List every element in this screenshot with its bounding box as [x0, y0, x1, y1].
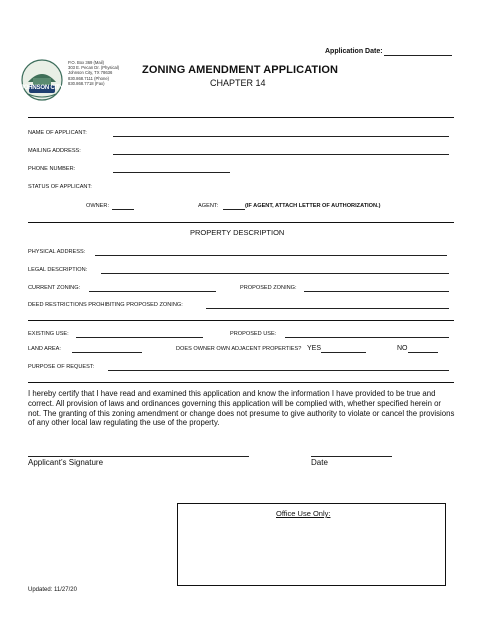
- deed-restrictions-label: DEED RESTRICTIONS PROHIBITING PROPOSED ZONING:: [28, 302, 183, 308]
- proposed-zoning-label: PROPOSED ZONING:: [240, 285, 297, 291]
- proposed-zoning-field[interactable]: [304, 291, 449, 292]
- logo-text: JOHNSON CITY: [20, 85, 64, 91]
- application-date: [325, 48, 383, 55]
- proposed-use-field[interactable]: [285, 337, 449, 338]
- city-seal-logo: [20, 58, 64, 102]
- no-field[interactable]: [408, 352, 438, 353]
- legal-description-label: LEGAL DESCRIPTION:: [28, 267, 88, 273]
- contact-line: 303 E. Pecan Dr. (Physical): [68, 65, 120, 71]
- adjacent-properties-label: DOES OWNER OWN ADJACENT PROPERTIES?: [176, 346, 302, 352]
- office-use-box: [177, 503, 446, 586]
- application-date-label: Application Date:: [325, 48, 383, 55]
- name-of-applicant-field[interactable]: [113, 136, 449, 137]
- certification-text: I hereby certify that I have read and examined this application and know the information I have provided to be true and correct. All provision of laws and ordinances governing this application will be complied with, whether specified herein or not. The granting of this zoning amendment or change does not presume to give authority to violate or cancel the provisions of any other local law regulating the use of the property.: [28, 389, 455, 428]
- agent-field[interactable]: [223, 209, 245, 210]
- purpose-of-request-label: PURPOSE OF REQUEST:: [28, 364, 95, 370]
- current-zoning-field[interactable]: [89, 291, 216, 292]
- land-area-label: LAND AREA:: [28, 346, 61, 352]
- contact-line: P.O. Box 369 (Mail): [68, 60, 104, 65]
- phone-number-label: PHONE NUMBER:: [28, 166, 76, 172]
- owner-label: OWNER:: [86, 203, 109, 209]
- phone-number-field[interactable]: [113, 172, 230, 173]
- form-subtitle: CHAPTER 14: [210, 78, 266, 88]
- no-label: NO: [397, 345, 408, 352]
- agent-label: AGENT:: [198, 203, 219, 209]
- contact-line: 830.868.7718 (Fax): [68, 80, 105, 86]
- yes-field[interactable]: [321, 352, 366, 353]
- proposed-use-label: PROPOSED USE:: [230, 331, 277, 337]
- mailing-address-field[interactable]: [113, 154, 449, 155]
- physical-address-field[interactable]: [95, 255, 447, 256]
- contact-block: [68, 60, 138, 86]
- date-label: Date: [311, 458, 328, 467]
- form-title: ZONING AMENDMENT APPLICATION: [142, 64, 339, 76]
- existing-use-label: EXISTING USE:: [28, 331, 69, 337]
- name-of-applicant-label: NAME OF APPLICANT:: [28, 130, 87, 136]
- status-of-applicant-label: STATUS OF APPLICANT:: [28, 184, 92, 190]
- current-zoning-label: CURRENT ZONING:: [28, 285, 81, 291]
- legal-description-field[interactable]: [101, 273, 449, 274]
- applicant-signature-label: Applicant’s Signature: [28, 458, 104, 467]
- divider: [28, 222, 454, 223]
- divider: [28, 117, 454, 118]
- existing-use-field[interactable]: [76, 337, 203, 338]
- land-area-field[interactable]: [72, 352, 142, 353]
- applicant-signature-field[interactable]: [28, 456, 249, 457]
- divider: [28, 320, 454, 321]
- contact-line: 830.868.7111 (Phone): [68, 75, 110, 81]
- owner-field[interactable]: [112, 209, 134, 210]
- deed-restrictions-field[interactable]: [206, 308, 449, 309]
- property-description-heading: PROPERTY DESCRIPTION: [190, 228, 285, 237]
- mailing-address-label: MAILING ADDRESS:: [28, 148, 81, 154]
- physical-address-label: PHYSICAL ADDRESS:: [28, 249, 86, 255]
- office-use-label: Office Use Only:: [276, 509, 331, 518]
- application-date-field[interactable]: [384, 55, 452, 56]
- date-field[interactable]: [311, 456, 392, 457]
- updated-date: Updated: 11/27/20: [28, 587, 77, 593]
- agent-note: (IF AGENT, ATTACH LETTER OF AUTHORIZATION.): [245, 203, 381, 209]
- yes-label: YES: [307, 345, 322, 352]
- purpose-of-request-field[interactable]: [108, 370, 449, 371]
- divider: [28, 382, 454, 383]
- contact-line: Johnson City, TX 78636: [68, 70, 113, 76]
